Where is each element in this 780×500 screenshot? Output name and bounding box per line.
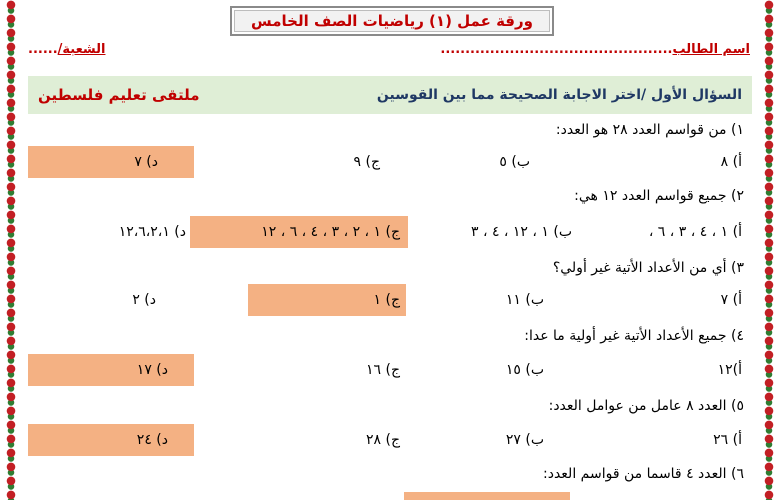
q5-option-b: ب) ٢٧: [505, 432, 544, 448]
q1-option-d: د) ٧: [134, 154, 158, 170]
q4-option-b: ب) ١٥: [505, 362, 544, 378]
question-5-text: ٥) العدد ٨ عامل من عوامل العدد:: [548, 398, 744, 414]
answer-highlight-5: [28, 424, 194, 456]
worksheet-title-box: [230, 6, 554, 36]
answer-highlight-4: [28, 354, 194, 386]
brand-label: ملتقى تعليم فلسطين: [38, 86, 200, 104]
q1-option-c: ج) ٩: [353, 154, 380, 170]
q4-option-a: أ)١٢: [717, 362, 742, 378]
question-6-text: ٦) العدد ٤ قاسما من قواسم العدد:: [543, 466, 744, 482]
q5-option-a: أ) ٢٦: [713, 432, 742, 448]
worksheet-title: ورقة عمل (١) رياضيات الصف الخامس: [251, 12, 533, 30]
q2-option-a: أ) ١ ، ٤ ، ٣ ، ٦ ،: [648, 224, 742, 240]
q5-option-c: ج) ٢٨: [366, 432, 400, 448]
q2-option-d: د) ١٢،٦،٢،١: [118, 224, 186, 240]
q2-option-b: ب) ١ ، ١٢ ، ٤ ، ٣: [471, 224, 572, 240]
student-name-dots: ...............................................: [440, 42, 673, 57]
q3-option-b: ب) ١١: [505, 292, 544, 308]
q3-option-a: أ) ٧: [720, 292, 742, 308]
question-1-text: ١) من قواسم العدد ٢٨ هو العدد:: [555, 122, 744, 138]
q4-option-d: د) ١٧: [136, 362, 168, 378]
q4-option-c: ج) ١٦: [366, 362, 400, 378]
question-heading: السؤال الأول /اختر الاجابة الصحيحة مما بين القوسين: [376, 87, 742, 103]
section-dots: ......: [28, 42, 58, 57]
q2-option-c: ج) ١ ، ٢ ، ٣ ، ٤ ، ٦ ، ١٢: [261, 224, 400, 240]
q1-option-a: أ) ٨: [720, 154, 742, 170]
student-name-line: [440, 42, 750, 57]
answer-highlight-6: [404, 492, 570, 500]
decorative-border-right: [758, 0, 780, 500]
question-heading-bar: [28, 76, 752, 114]
question-4-text: ٤) جميع الأعداد الأتية غير أولية ما عدا:: [524, 328, 744, 344]
question-2-text: ٢) جميع قواسم العدد ١٢ هي:: [574, 188, 744, 204]
q1-option-b: ب) ٥: [499, 154, 530, 170]
answer-highlight-1: [28, 146, 194, 178]
question-3-text: ٣) أي من الأعداد الأتية غير أولي؟: [552, 260, 744, 276]
decorative-border-left: [0, 0, 22, 500]
q3-option-c: ج) ١: [373, 292, 400, 308]
student-name-label: اسم الطالب: [672, 42, 750, 57]
q3-option-d: د) ٢: [132, 292, 156, 308]
section-label: الشعبة/: [57, 42, 106, 57]
q5-option-d: د) ٢٤: [136, 432, 168, 448]
section-line: [28, 42, 105, 57]
